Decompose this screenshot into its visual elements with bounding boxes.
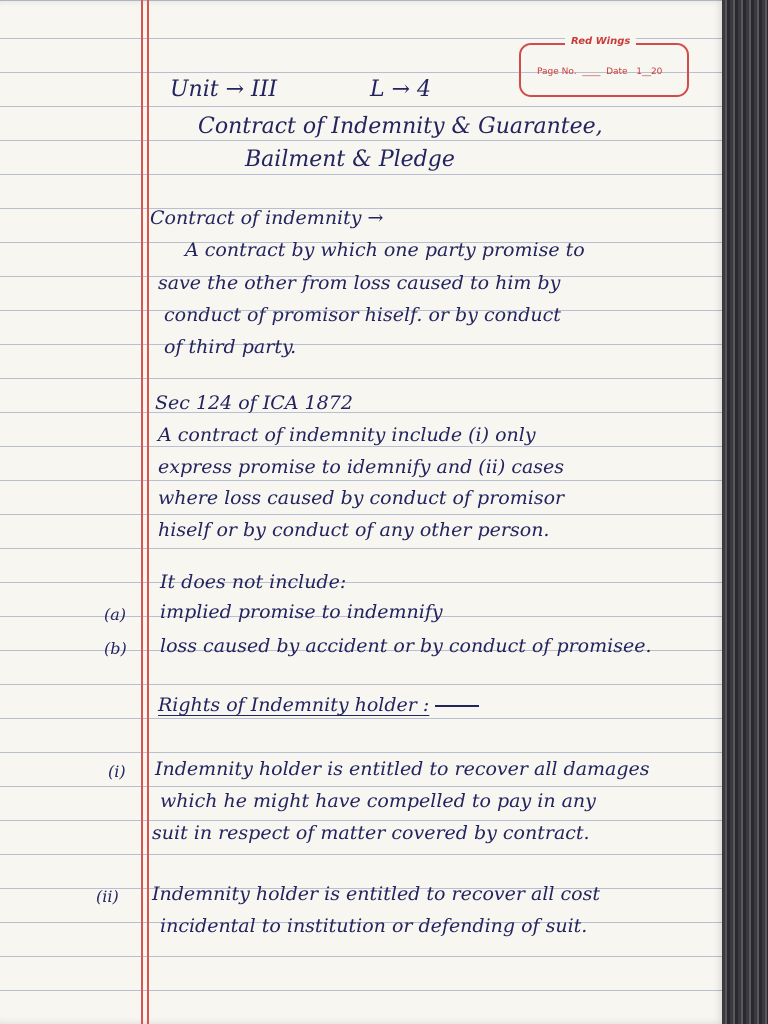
section-heading-rights: Rights of Indemnity holder : <box>158 693 479 717</box>
text-line: incidental to institution or defending of suit. <box>160 915 588 937</box>
section-heading-sec124: Sec 124 of ICA 1872 <box>155 392 353 414</box>
text-line: where loss caused by conduct of promisor <box>158 487 565 509</box>
page-title-line2: Bailment & Pledge <box>245 147 455 172</box>
text-line: Indemnity holder is entitled to recover all damages <box>155 758 650 780</box>
list-marker: (ii) <box>96 887 119 906</box>
list-item: implied promise to indemnify <box>160 601 443 623</box>
text-line: Indemnity holder is entitled to recover all cost <box>152 883 600 905</box>
text-line: A contract by which one party promise to <box>185 239 585 261</box>
notebook-edge <box>722 0 768 1024</box>
section-heading-indemnity: Contract of indemnity → <box>150 207 384 229</box>
stamp-page-label: Page No. <box>537 67 577 77</box>
list-marker: (i) <box>108 762 126 781</box>
stamp-date-label: Date <box>606 67 628 77</box>
margin-line <box>141 0 143 1024</box>
lecture-label: L → 4 <box>370 77 432 102</box>
text-line: hiself or by conduct of any other person. <box>158 519 550 541</box>
stamp-brand: Red Wings <box>565 36 636 47</box>
page-title-line1: Contract of Indemnity & Guarantee, <box>198 114 603 139</box>
text-line: A contract of indemnity include (i) only <box>158 424 536 446</box>
text-line: express promise to idemnify and (ii) cases <box>158 456 565 478</box>
unit-label: Unit → III <box>170 77 278 102</box>
margin-line <box>147 0 149 1024</box>
list-marker: (a) <box>104 605 127 624</box>
text-line: which he might have compelled to pay in any <box>160 790 596 812</box>
text-line: of third party. <box>164 336 297 358</box>
notebook-stamp: Red Wings Page No. ____ Date 1__20 <box>519 43 689 97</box>
text-line: conduct of promisor hiself. or by conduct <box>164 304 561 326</box>
text-line: suit in respect of matter covered by contract. <box>152 822 590 844</box>
section-heading-not-include: It does not include: <box>160 571 347 593</box>
stamp-date-value: 1__20 <box>636 67 663 77</box>
text-line: save the other from loss caused to him by <box>158 272 561 294</box>
list-marker: (b) <box>104 639 127 658</box>
list-item: loss caused by accident or by conduct of promisee. <box>160 635 652 657</box>
